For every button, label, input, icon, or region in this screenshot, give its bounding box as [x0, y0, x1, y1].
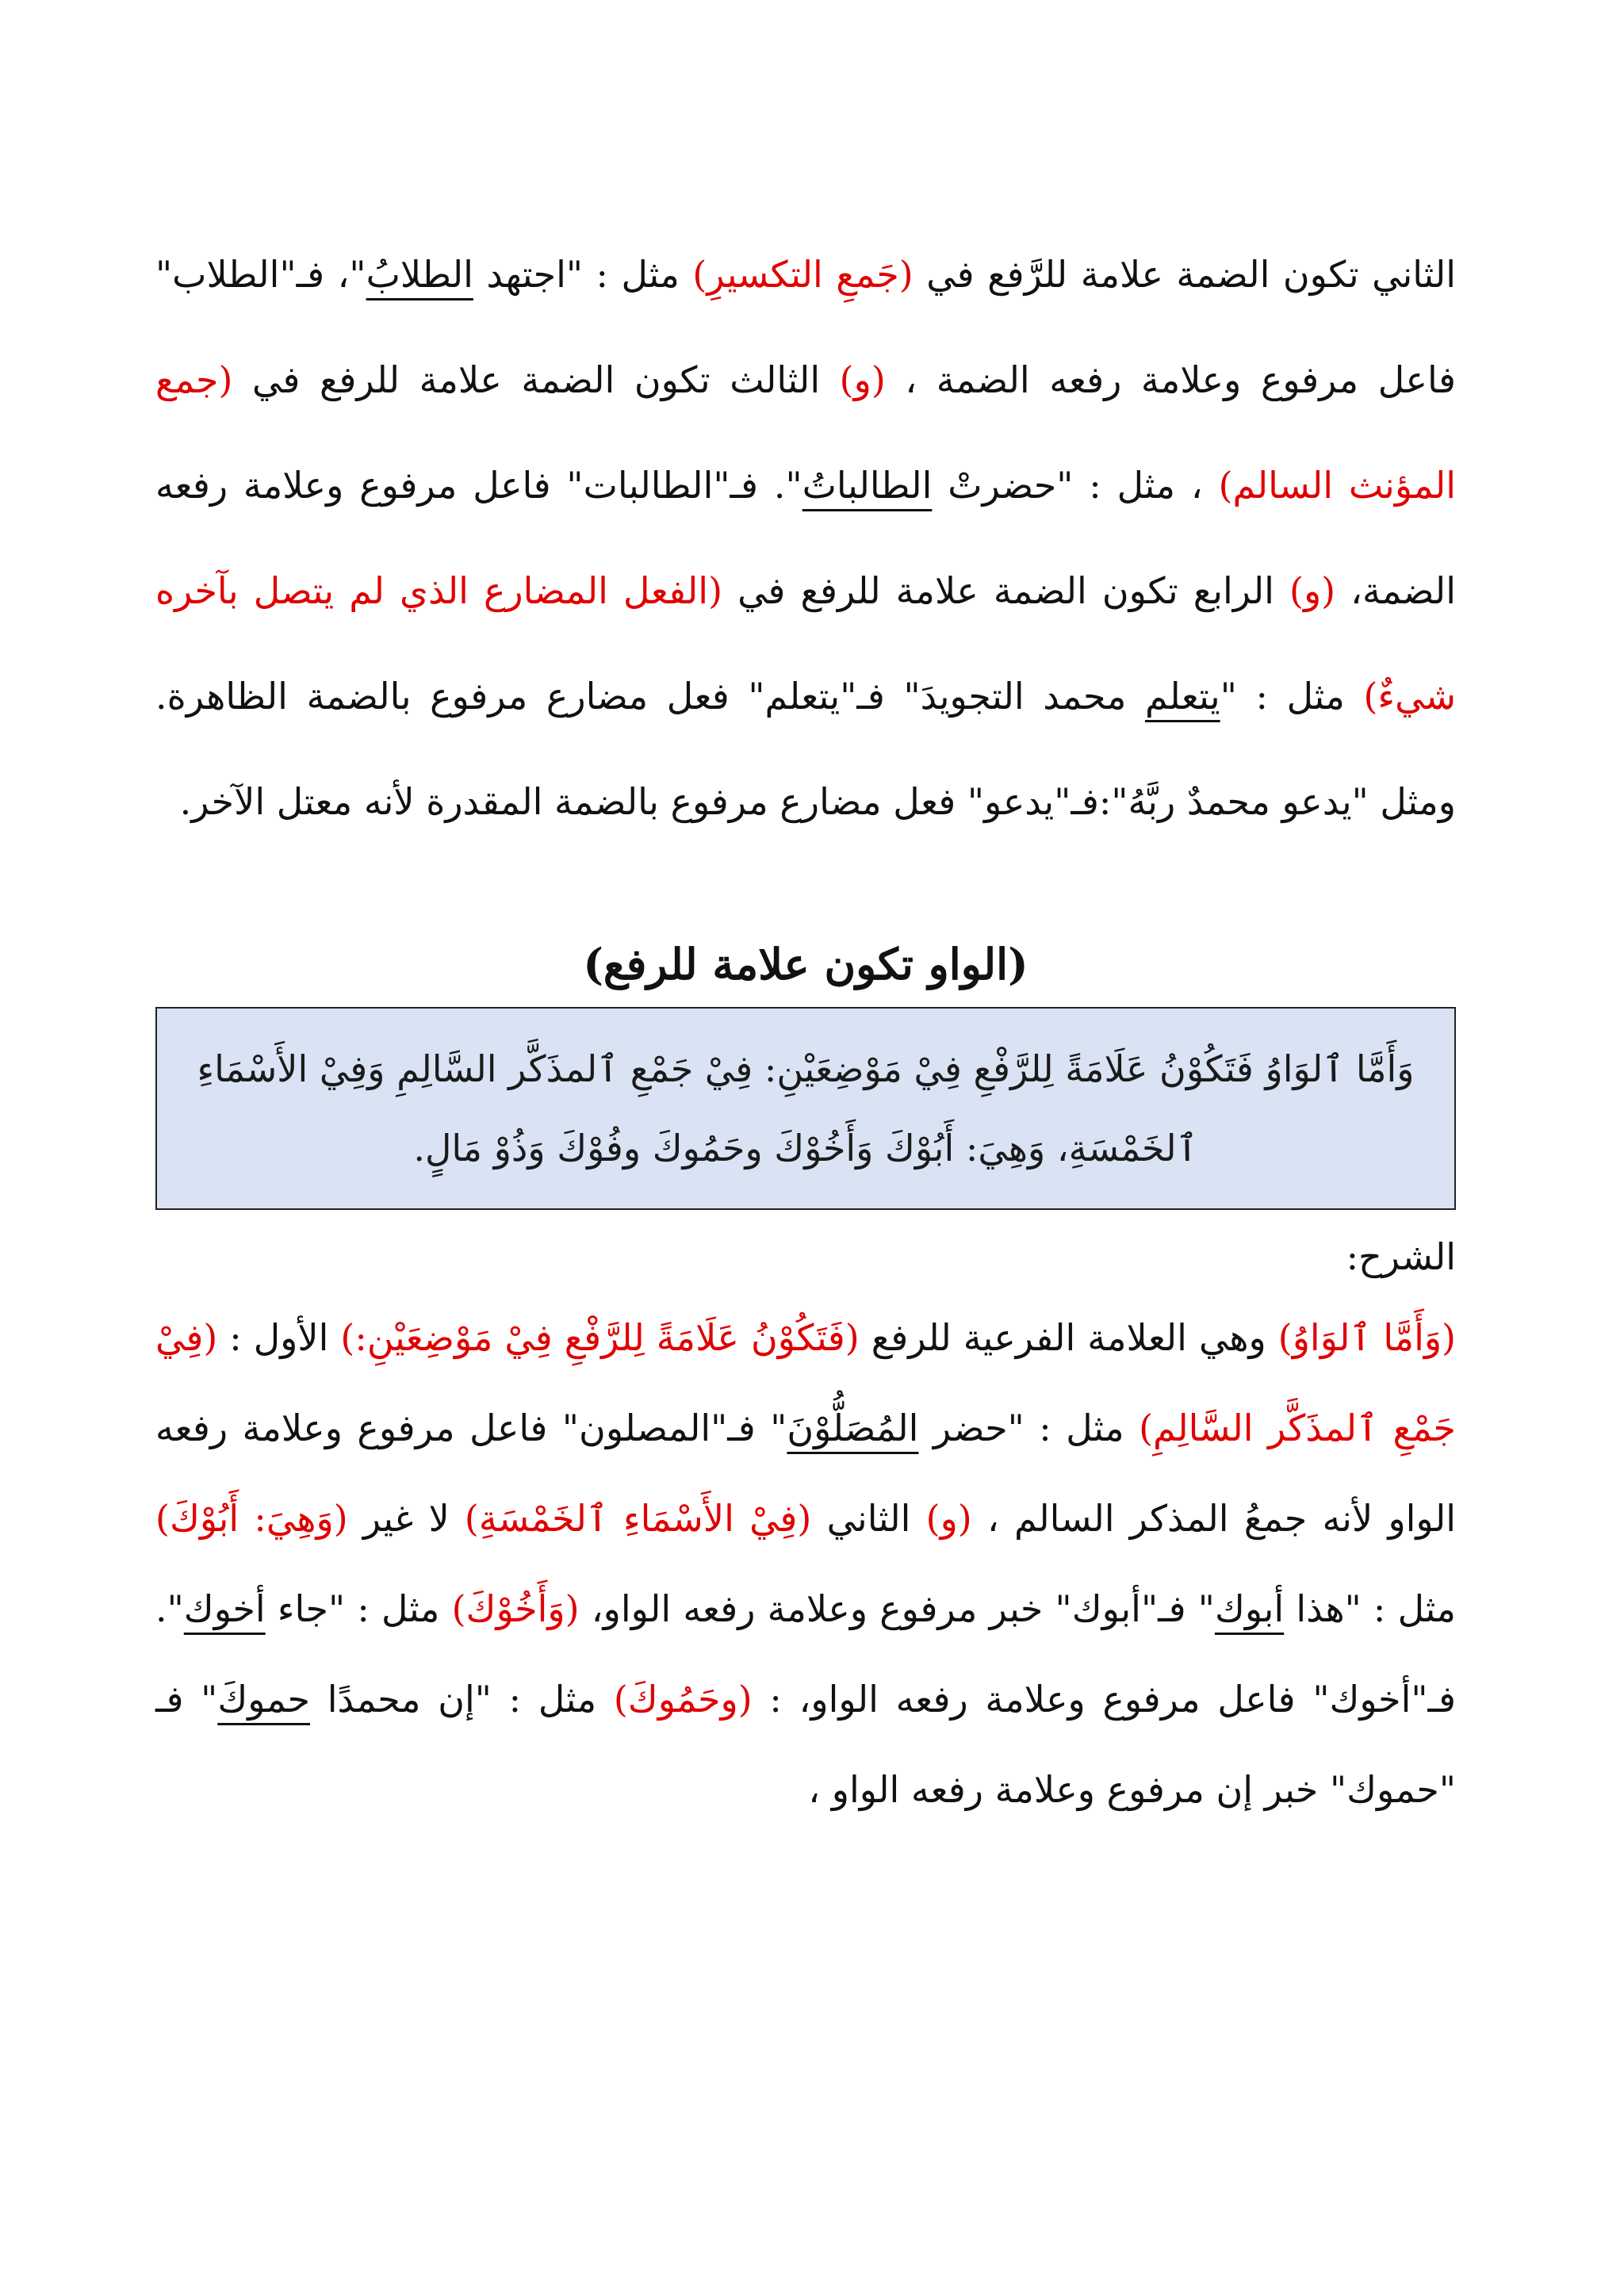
example-underlined: يتعلم — [1144, 675, 1220, 718]
matn-box — [155, 1007, 1456, 1210]
text-run: مثل : "جاء — [265, 1587, 452, 1630]
text-run: وهي العلامة الفرعية للرفع — [859, 1316, 1278, 1359]
text-run: ". فـ"أخوك" فاعل مرفوع وعلامة رفعه الواو، : — [155, 1587, 1456, 1721]
example-underlined: حموكَ — [217, 1678, 311, 1721]
text-run: مثل : "إن محمدًا — [310, 1678, 614, 1721]
term-highlight: (و) — [1289, 569, 1336, 612]
text-run: الرابع تكون الضمة علامة للرفع في — [722, 569, 1290, 612]
text-run: " فـ"المصلون" فاعل مرفوع وعلامة رفعه الواو لأنه جمعُ المذكر السالم ، — [155, 1407, 1456, 1540]
matn-text: وَأَمَّا ٱلوَاوُ فَتَكُوْنُ عَلَامَةً لِلرَّفْعِ فِيْ مَوْضِعَيْنِ: فِيْ جَمْعِ ٱلمذَكَّر السَّالِمِ وَفِيْ الأَسْمَاءِ ٱلخَمْسَةِ، وَهِيَ: أَبُوْكَ وَأَخُوْكَ وحَمُوكَ وفُوْكَ وَذُوْ مَالٍ. — [197, 1047, 1415, 1169]
term-highlight: (و) — [925, 1497, 972, 1540]
section-heading: (الواو تكون علامة للرفع) — [583, 939, 1028, 990]
term-highlight: (و) — [839, 358, 886, 401]
text-run: الثالث تكون الضمة علامة للرفع في — [232, 358, 840, 401]
text-run: محمد التجويدَ" فـ"يتعلم" فعل مضارع مرفوع بالضمة الظاهرة. ومثل "يدعو محمدٌ ربَّهُ":فـ"يدعو" فعل مضارع مرفوع بالضمة المقدرة لأنه معتل الآخر. — [155, 675, 1456, 823]
text-run: الثاني تكون الضمة علامة للرَّفع في — [913, 253, 1456, 296]
text-run: الأول : — [217, 1316, 341, 1359]
example-underlined: المُصَلُّوْنَ — [787, 1407, 919, 1449]
text-run: مثل : "حضر — [918, 1407, 1139, 1449]
example-underlined: الطالباتُ — [802, 464, 933, 507]
term-highlight: (جَمعِ التكسيرِ) — [692, 253, 914, 296]
example-underlined: الطلابُ — [366, 253, 473, 296]
text-run: " فـ"أبوك" خبر مرفوع وعلامة رفعه الواو، — [579, 1587, 1215, 1630]
text-run: مثل : " — [1220, 675, 1364, 718]
text-run: "، فـ"الطلاب" فاعل مرفوع وعلامة رفعه الضمة ، — [155, 253, 1456, 401]
sharh-label: الشرح: — [1346, 1235, 1456, 1278]
term-highlight: (وَأَمَّا ٱلوَاوُ) — [1277, 1316, 1457, 1359]
term-highlight: (فَتَكُوْنُ عَلَامَةً لِلرَّفْعِ فِيْ مَوْضِعَيْنِ:) — [340, 1316, 860, 1359]
text-run: " فـ "حموك" خبر إن مرفوع وعلامة رفعه الواو ، — [155, 1678, 1456, 1811]
term-highlight: (وَهِيَ: أَبُوْكَ) — [155, 1497, 348, 1540]
paragraph-damma-cases — [155, 222, 1456, 855]
text-run: مثل : "هذا — [1284, 1587, 1456, 1630]
text-run: ". فـ"الطالبات" فاعل مرفوع وعلامة رفعه الضمة، — [155, 464, 1456, 612]
example-underlined: أخوك — [183, 1587, 266, 1630]
term-highlight: (فِيْ الأَسْمَاءِ ٱلخَمْسَةِ) — [464, 1497, 812, 1540]
document-page — [155, 222, 1456, 1835]
term-highlight: (وَأَخُوْكَ) — [451, 1587, 580, 1630]
term-highlight: (الفعل المضارع الذي لم يتصل بآخره شيءٌ) — [155, 569, 1456, 718]
text-run: ، مثل : "حضرتْ — [932, 464, 1219, 507]
term-highlight: (وحَمُوكَ) — [613, 1678, 753, 1721]
example-underlined: أبوك — [1214, 1587, 1285, 1630]
text-run: الثاني — [811, 1497, 926, 1540]
text-run: لا غير — [347, 1497, 465, 1540]
text-run: مثل : "اجتهد — [473, 253, 693, 296]
term-highlight: (جمع المؤنث السالم) — [155, 358, 1457, 507]
paragraph-waw-cases — [155, 1292, 1456, 1835]
term-highlight: (فِيْ جَمْعِ ٱلمذَكَّر السَّالِمِ) — [155, 1316, 1456, 1449]
